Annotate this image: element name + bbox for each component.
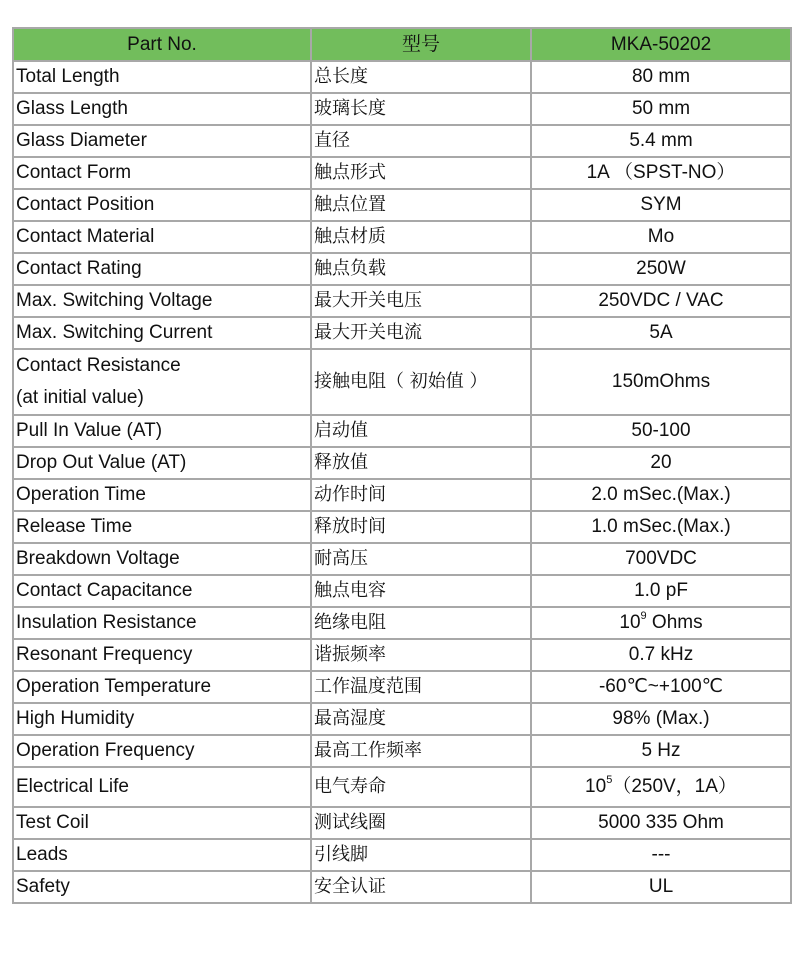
- parameter-name-en: [13, 871, 311, 903]
- parameter-name-en: [13, 671, 311, 703]
- parameter-label: Leads: [16, 844, 68, 865]
- value-text: 0.7 kHz: [628, 644, 694, 665]
- parameter-label-cn: 谐振频率: [314, 644, 386, 665]
- header-model-cn: 型号: [311, 28, 531, 61]
- parameter-name-cn: [311, 125, 531, 157]
- parameter-name-cn: [311, 767, 531, 807]
- parameter-label-cn: 最大开关电流: [314, 322, 422, 343]
- parameter-value: [531, 189, 791, 221]
- parameter-name-en: [13, 607, 311, 639]
- parameter-label: Insulation Resistance: [16, 612, 197, 633]
- parameter-name-cn: [311, 285, 531, 317]
- parameter-label-cn: 总长度: [314, 66, 368, 87]
- parameter-value: [531, 807, 791, 839]
- table-row: [13, 61, 791, 93]
- parameter-label-cn: 耐高压: [314, 548, 368, 569]
- parameter-label: Breakdown Voltage: [16, 548, 180, 569]
- parameter-label-cn: 安全认证: [314, 876, 386, 897]
- table-row: [13, 349, 791, 415]
- value-text: 5 Hz: [641, 740, 681, 761]
- parameter-label: Glass Diameter: [16, 130, 147, 151]
- table-row: [13, 253, 791, 285]
- parameter-name-en: [13, 221, 311, 253]
- parameter-name-en: [13, 703, 311, 735]
- table-row: [13, 607, 791, 639]
- parameter-name-cn: [311, 189, 531, 221]
- spec-table: [12, 27, 792, 904]
- parameter-name-cn: [311, 93, 531, 125]
- table-row: [13, 415, 791, 447]
- parameter-name-cn: [311, 317, 531, 349]
- parameter-name-en: [13, 511, 311, 543]
- parameter-label-cn: 触点电容: [314, 580, 386, 601]
- parameter-name-en: [13, 125, 311, 157]
- table-row: [13, 871, 791, 903]
- parameter-name-en: [13, 447, 311, 479]
- parameter-name-en: [13, 807, 311, 839]
- parameter-value: [531, 221, 791, 253]
- parameter-value: [531, 735, 791, 767]
- value-text: -60℃~+100℃: [598, 676, 724, 697]
- value-text: 1.0 pF: [634, 580, 688, 601]
- parameter-label: Glass Length: [16, 98, 128, 119]
- value-text: 150mOhms: [611, 371, 711, 392]
- table-row: [13, 543, 791, 575]
- parameter-label-cn: 玻璃长度: [314, 98, 386, 119]
- parameter-label: Electrical Life: [16, 776, 129, 797]
- parameter-value: [531, 671, 791, 703]
- value-text: 5A: [649, 322, 673, 343]
- parameter-value: [531, 61, 791, 93]
- table-row: [13, 839, 791, 871]
- parameter-label: Pull In Value (AT): [16, 420, 163, 441]
- parameter-name-en: [13, 415, 311, 447]
- parameter-label: Operation Frequency: [16, 740, 195, 761]
- parameter-label: Safety: [16, 876, 70, 897]
- table-row: [13, 317, 791, 349]
- parameter-label: Release Time: [16, 516, 133, 537]
- parameter-label-cn: 释放值: [314, 452, 368, 473]
- value-text: 1A （SPST-NO）: [586, 162, 736, 183]
- parameter-name-cn: [311, 543, 531, 575]
- parameter-label-cn: 绝缘电阻: [314, 612, 386, 633]
- parameter-label: Total Length: [16, 66, 120, 87]
- parameter-label: Max. Switching Current: [16, 322, 213, 343]
- parameter-name-en: [13, 767, 311, 807]
- parameter-value: [531, 125, 791, 157]
- parameter-label-cn: 触点形式: [314, 162, 386, 183]
- parameter-value: [531, 575, 791, 607]
- parameter-label: Resonant Frequency: [16, 644, 193, 665]
- table-row: [13, 575, 791, 607]
- parameter-name-en: [13, 157, 311, 189]
- parameter-value: [531, 479, 791, 511]
- parameter-name-cn: [311, 735, 531, 767]
- parameter-label: High Humidity: [16, 708, 135, 729]
- value-text: 1.0 mSec.(Max.): [591, 516, 731, 537]
- parameter-label: Max. Switching Voltage: [16, 290, 213, 311]
- header-model-value: MKA-50202: [531, 28, 791, 61]
- parameter-name-cn: [311, 671, 531, 703]
- parameter-label: Test Coil: [16, 812, 89, 833]
- parameter-name-cn: [311, 807, 531, 839]
- parameter-name-en: [13, 639, 311, 671]
- parameter-label: Contact Material: [16, 226, 155, 247]
- parameter-name-en: [13, 317, 311, 349]
- parameter-name-cn: [311, 607, 531, 639]
- parameter-value: [531, 767, 791, 807]
- table-row: [13, 93, 791, 125]
- parameter-label: Contact Rating: [16, 258, 142, 279]
- table-row: [13, 671, 791, 703]
- parameter-name-en: [13, 93, 311, 125]
- value-exponent: 9: [640, 610, 647, 622]
- parameter-label: Contact Position: [16, 194, 155, 215]
- parameter-value: [531, 317, 791, 349]
- value-text: 700VDC: [625, 548, 697, 569]
- table-row: [13, 735, 791, 767]
- table-row: [13, 189, 791, 221]
- parameter-name-cn: [311, 157, 531, 189]
- parameter-name-cn: [311, 639, 531, 671]
- value-text: ---: [651, 844, 671, 865]
- table-row: [13, 703, 791, 735]
- parameter-value: [531, 93, 791, 125]
- value-text: 50 mm: [631, 98, 691, 119]
- parameter-label: Contact Resistance: [16, 355, 181, 376]
- table-row: [13, 285, 791, 317]
- header-part-no: Part No.: [13, 28, 311, 61]
- table-row: [13, 511, 791, 543]
- parameter-value: [531, 839, 791, 871]
- value-text: 50-100: [631, 420, 691, 441]
- parameter-label: Contact Form: [16, 162, 132, 183]
- parameter-name-cn: [311, 479, 531, 511]
- parameter-name-cn: [311, 415, 531, 447]
- table-row: [13, 807, 791, 839]
- value-text: 10: [619, 612, 641, 633]
- parameter-label-cn: 最高工作频率: [314, 740, 422, 761]
- parameter-name-en: [13, 575, 311, 607]
- parameter-name-en: [13, 61, 311, 93]
- parameter-value: [531, 157, 791, 189]
- value-text: UL: [648, 876, 674, 897]
- table-row: [13, 479, 791, 511]
- table-row: [13, 221, 791, 253]
- value-text: SYM: [640, 194, 682, 215]
- parameter-value: [531, 415, 791, 447]
- value-text: 250VDC / VAC: [598, 290, 724, 311]
- parameter-label: Operation Time: [16, 484, 146, 505]
- parameter-label-cn: 引线脚: [314, 844, 368, 865]
- parameter-name-cn: [311, 871, 531, 903]
- value-text: 20: [650, 452, 672, 473]
- parameter-label: Operation Temperature: [16, 676, 212, 697]
- parameter-name-cn: [311, 221, 531, 253]
- table-row: [13, 639, 791, 671]
- parameter-name-en: [13, 735, 311, 767]
- parameter-value: [531, 253, 791, 285]
- parameter-label: Drop Out Value (AT): [16, 452, 187, 473]
- value-text: 10: [585, 776, 607, 797]
- parameter-name-cn: [311, 511, 531, 543]
- value-text: 5.4 mm: [629, 130, 693, 151]
- table-row: [13, 767, 791, 807]
- value-suffix: Ohms: [646, 612, 703, 633]
- parameter-value: [531, 639, 791, 671]
- parameter-name-cn: [311, 575, 531, 607]
- parameter-name-cn: [311, 839, 531, 871]
- parameter-label-cn: 触点负载: [314, 258, 386, 279]
- parameter-name-cn: [311, 349, 531, 415]
- parameter-value: [531, 511, 791, 543]
- parameter-label-cn: 最高湿度: [314, 708, 386, 729]
- parameter-label-cn: 释放时间: [314, 516, 386, 537]
- parameter-name-en: [13, 479, 311, 511]
- parameter-value: [531, 447, 791, 479]
- table-row: [13, 447, 791, 479]
- parameter-label-cn: 启动值: [314, 420, 368, 441]
- table-header-row: [13, 28, 791, 61]
- parameter-label: Contact Capacitance: [16, 580, 193, 601]
- parameter-label-cn: 测试线圈: [314, 812, 386, 833]
- parameter-name-en: [13, 349, 311, 415]
- parameter-label-note: (at initial value): [16, 387, 144, 408]
- parameter-name-en: [13, 253, 311, 285]
- parameter-name-cn: [311, 447, 531, 479]
- parameter-name-cn: [311, 253, 531, 285]
- parameter-value: [531, 607, 791, 639]
- parameter-label-cn: 工作温度范围: [314, 676, 422, 697]
- parameter-name-en: [13, 285, 311, 317]
- parameter-label-cn: 接触电阻（ 初始值 ）: [314, 371, 488, 392]
- parameter-label-cn: 直径: [314, 130, 350, 151]
- spec-rows: [13, 61, 791, 903]
- parameter-value: [531, 349, 791, 415]
- parameter-name-en: [13, 189, 311, 221]
- parameter-label-cn: 触点材质: [314, 226, 386, 247]
- parameter-label-cn: 触点位置: [314, 194, 386, 215]
- value-text: 5000 335 Ohm: [598, 812, 724, 833]
- value-text: 80 mm: [631, 66, 691, 87]
- value-text: 98% (Max.): [612, 708, 710, 729]
- value-text: 2.0 mSec.(Max.): [591, 484, 731, 505]
- value-text: Mo: [647, 226, 675, 247]
- table-row: [13, 125, 791, 157]
- parameter-value: [531, 871, 791, 903]
- value-exponent: 5: [606, 774, 613, 786]
- parameter-value: [531, 285, 791, 317]
- parameter-label-cn: 最大开关电压: [314, 290, 422, 311]
- parameter-name-en: [13, 839, 311, 871]
- table-row: [13, 157, 791, 189]
- parameter-name-en: [13, 543, 311, 575]
- value-suffix: （250V，1A）: [612, 776, 737, 797]
- parameter-name-cn: [311, 61, 531, 93]
- parameter-value: [531, 543, 791, 575]
- parameter-name-cn: [311, 703, 531, 735]
- parameter-value: [531, 703, 791, 735]
- value-text: 250W: [636, 258, 686, 279]
- parameter-label-cn: 动作时间: [314, 484, 386, 505]
- parameter-label-cn: 电气寿命: [314, 776, 386, 797]
